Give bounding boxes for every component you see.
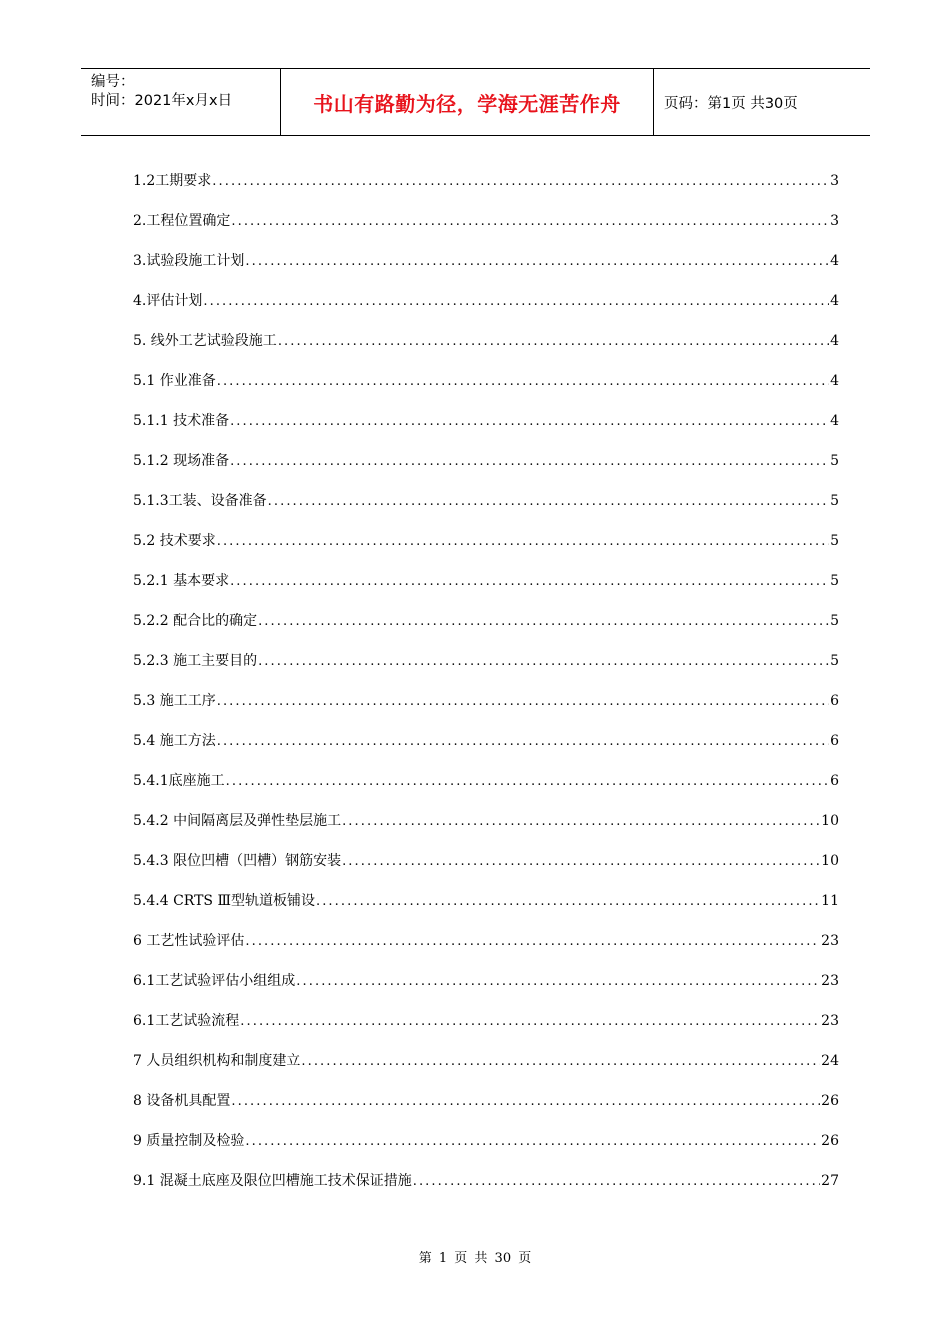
- toc-dot-leader: [268, 494, 829, 509]
- toc-entry[interactable]: [133, 970, 839, 1010]
- toc-entry-page: 3: [830, 213, 839, 229]
- toc-entry-title: 5.4 施工方法: [133, 733, 216, 749]
- toc-entry-title: 5.1.2 现场准备: [133, 453, 230, 469]
- toc-entry[interactable]: [133, 490, 839, 530]
- header-meta: [81, 69, 281, 135]
- toc-entry-page: 5: [830, 453, 839, 469]
- toc-entry-title: 1.2工期要求: [133, 173, 212, 189]
- toc-dot-leader: [258, 654, 829, 669]
- toc-entry-page: 23: [821, 1013, 839, 1029]
- toc-entry-title: 6 工艺性试验评估: [133, 933, 245, 949]
- toc-entry[interactable]: [133, 410, 839, 450]
- toc-entry[interactable]: [133, 930, 839, 970]
- toc-entry-page: 26: [821, 1133, 839, 1149]
- toc-dot-leader: [217, 374, 829, 389]
- toc-dot-leader: [245, 934, 820, 949]
- toc-entry-page: 3: [830, 173, 839, 189]
- toc-entry[interactable]: [133, 1010, 839, 1050]
- toc-entry-title: 9.1 混凝土底座及限位凹槽施工技术保证措施: [133, 1173, 412, 1189]
- toc-entry-title: 5.1.3工装、设备准备: [133, 493, 267, 509]
- toc-dot-leader: [296, 974, 820, 989]
- toc-entry-title: 5.4.1底座施工: [133, 773, 225, 789]
- toc-entry-title: 5.2.1 基本要求: [133, 573, 230, 589]
- toc-entry-page: 27: [821, 1173, 839, 1189]
- toc-dot-leader: [217, 694, 829, 709]
- toc-entry[interactable]: [133, 850, 839, 890]
- toc-entry[interactable]: [133, 1170, 839, 1210]
- toc-dot-leader: [413, 1174, 820, 1189]
- toc-entry-page: 5: [830, 573, 839, 589]
- toc-entry-page: 4: [830, 413, 839, 429]
- toc-dot-leader: [230, 454, 829, 469]
- toc-entry[interactable]: [133, 530, 839, 570]
- toc-entry-page: 26: [821, 1093, 839, 1109]
- toc-entry[interactable]: [133, 170, 839, 210]
- toc-entry[interactable]: [133, 1090, 839, 1130]
- toc-entry-title: 5.4.3 限位凹槽（凹槽）钢筋安装: [133, 853, 342, 869]
- toc-entry[interactable]: [133, 810, 839, 850]
- toc-entry[interactable]: [133, 770, 839, 810]
- toc-entry-title: 5.1.1 技术准备: [133, 413, 230, 429]
- toc-dot-leader: [245, 1134, 820, 1149]
- toc-entry-title: 2.工程位置确定: [133, 213, 231, 229]
- toc-entry[interactable]: [133, 370, 839, 410]
- toc-entry-title: 4.评估计划: [133, 293, 203, 309]
- toc-dot-leader: [226, 774, 829, 789]
- toc-entry-page: 4: [830, 293, 839, 309]
- toc-entry-title: 5.3 施工工序: [133, 693, 216, 709]
- toc-entry[interactable]: [133, 690, 839, 730]
- toc-dot-leader: [217, 534, 829, 549]
- toc-dot-leader: [245, 254, 829, 269]
- toc-dot-leader: [342, 854, 820, 869]
- toc-entry-page: 5: [830, 613, 839, 629]
- toc-entry[interactable]: [133, 290, 839, 330]
- toc-dot-leader: [230, 414, 829, 429]
- toc-entry[interactable]: [133, 250, 839, 290]
- document-time-label: 时间：2021年x月x日: [91, 93, 233, 109]
- toc-entry-title: 5.2 技术要求: [133, 533, 216, 549]
- document-number-label: 编号：: [91, 74, 135, 90]
- toc-dot-leader: [278, 334, 829, 349]
- toc-entry[interactable]: [133, 1130, 839, 1170]
- toc-dot-leader: [203, 294, 829, 309]
- toc-entry-title: 7 人员组织机构和制度建立: [133, 1053, 301, 1069]
- toc-entry-page: 6: [830, 733, 839, 749]
- toc-dot-leader: [316, 894, 820, 909]
- header-motto: 书山有路勤为径，学海无涯苦作舟: [281, 69, 654, 135]
- toc-entry-title: 5.4.4 CRTS Ⅲ型轨道板铺设: [133, 893, 315, 909]
- toc-entry-page: 10: [821, 813, 839, 829]
- toc-entry-page: 5: [830, 533, 839, 549]
- toc-entry-page: 24: [821, 1053, 839, 1069]
- toc-entry[interactable]: [133, 330, 839, 370]
- toc-entry-title: 5.1 作业准备: [133, 373, 216, 389]
- toc-entry-page: 10: [821, 853, 839, 869]
- toc-entry-title: 6.1工艺试验评估小组组成: [133, 973, 296, 989]
- toc-entry[interactable]: [133, 730, 839, 770]
- toc-entry-title: 5.4.2 中间隔离层及弹性垫层施工: [133, 813, 342, 829]
- toc-dot-leader: [342, 814, 820, 829]
- toc-entry-title: 5.2.3 施工主要目的: [133, 653, 258, 669]
- toc-entry-title: 6.1工艺试验流程: [133, 1013, 240, 1029]
- toc-entry-title: 9 质量控制及检验: [133, 1133, 245, 1149]
- header-page-info: 页码：第1页 共30页: [664, 95, 798, 112]
- toc-entry-page: 11: [821, 893, 839, 909]
- toc-entry[interactable]: [133, 890, 839, 930]
- toc-dot-leader: [212, 174, 829, 189]
- toc-entry-page: 23: [821, 973, 839, 989]
- toc-entry-page: 4: [830, 253, 839, 269]
- toc-dot-leader: [258, 614, 829, 629]
- toc-entry[interactable]: [133, 1050, 839, 1090]
- toc-dot-leader: [301, 1054, 820, 1069]
- table-of-contents: [133, 170, 839, 1210]
- toc-entry[interactable]: [133, 650, 839, 690]
- toc-entry-page: 5: [830, 653, 839, 669]
- toc-entry-page: 6: [830, 773, 839, 789]
- toc-entry-title: 3.试验段施工计划: [133, 253, 245, 269]
- toc-entry-page: 5: [830, 493, 839, 509]
- toc-entry[interactable]: [133, 210, 839, 250]
- page-footer: 第 1 页 共 30 页: [418, 1251, 532, 1266]
- toc-entry[interactable]: [133, 610, 839, 650]
- toc-entry-page: 4: [830, 333, 839, 349]
- toc-entry-title: 5. 线外工艺试验段施工: [133, 333, 277, 349]
- toc-dot-leader: [230, 574, 829, 589]
- toc-entry-page: 6: [830, 693, 839, 709]
- toc-dot-leader: [231, 214, 829, 229]
- toc-dot-leader: [217, 734, 829, 749]
- toc-entry-page: 4: [830, 373, 839, 389]
- toc-entry[interactable]: [133, 570, 839, 610]
- toc-dot-leader: [240, 1014, 820, 1029]
- toc-entry-title: 5.2.2 配合比的确定: [133, 613, 258, 629]
- toc-dot-leader: [231, 1094, 820, 1109]
- page-header: [81, 68, 870, 136]
- toc-entry[interactable]: [133, 450, 839, 490]
- toc-entry-page: 23: [821, 933, 839, 949]
- toc-entry-title: 8 设备机具配置: [133, 1093, 231, 1109]
